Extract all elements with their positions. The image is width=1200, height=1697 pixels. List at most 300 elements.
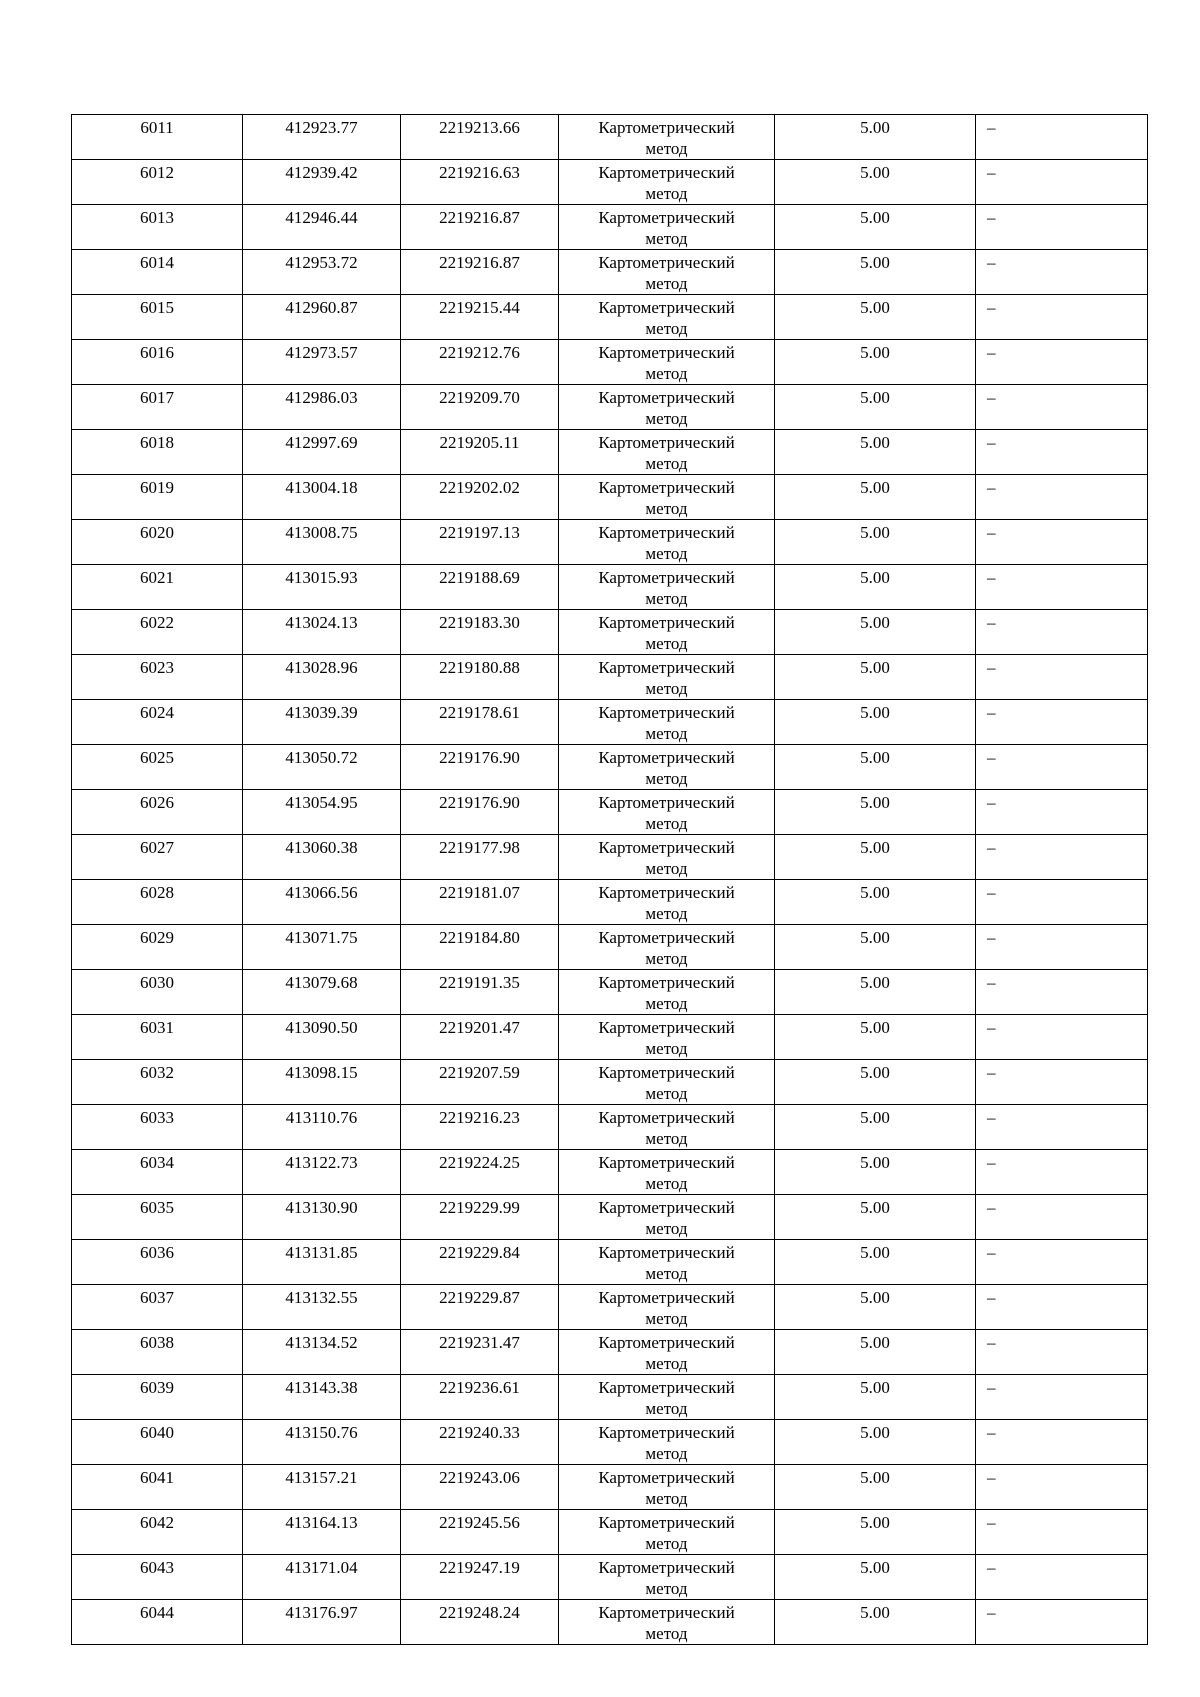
method-cell — [559, 475, 775, 520]
x-coordinate-cell: 412939.42 — [243, 160, 401, 205]
accuracy-cell: 5.00 — [775, 1285, 976, 1330]
accuracy-cell: 5.00 — [775, 1465, 976, 1510]
note-cell: – — [976, 1375, 1148, 1420]
method-cell — [559, 1375, 775, 1420]
table-row — [72, 1285, 1148, 1330]
x-coordinate-cell: 413132.55 — [243, 1285, 401, 1330]
y-coordinate-cell: 2219207.59 — [401, 1060, 559, 1105]
method-line-2: метод — [645, 1489, 688, 1508]
point-number-cell: 6029 — [72, 925, 243, 970]
method-line-1: Картометрический — [598, 793, 735, 812]
table-row — [72, 925, 1148, 970]
table-row — [72, 1555, 1148, 1600]
note-cell: – — [976, 1060, 1148, 1105]
point-number-cell: 6023 — [72, 655, 243, 700]
y-coordinate-cell: 2219183.30 — [401, 610, 559, 655]
y-coordinate-cell: 2219216.87 — [401, 250, 559, 295]
y-coordinate-cell: 2219213.66 — [401, 115, 559, 160]
table-row — [72, 1105, 1148, 1150]
y-coordinate-cell: 2219191.35 — [401, 970, 559, 1015]
method-cell — [559, 1555, 775, 1600]
method-line-1: Картометрический — [598, 1603, 735, 1622]
note-cell: – — [976, 925, 1148, 970]
method-line-1: Картометрический — [598, 163, 735, 182]
x-coordinate-cell: 413028.96 — [243, 655, 401, 700]
y-coordinate-cell: 2219177.98 — [401, 835, 559, 880]
accuracy-cell: 5.00 — [775, 1375, 976, 1420]
table-row — [72, 1465, 1148, 1510]
method-line-2: метод — [645, 499, 688, 518]
note-cell: – — [976, 1240, 1148, 1285]
method-line-2: метод — [645, 1624, 688, 1643]
point-number-cell: 6016 — [72, 340, 243, 385]
method-line-1: Картометрический — [598, 838, 735, 857]
point-number-cell: 6022 — [72, 610, 243, 655]
method-line-2: метод — [645, 724, 688, 743]
method-line-2: метод — [645, 859, 688, 878]
y-coordinate-cell: 2219176.90 — [401, 790, 559, 835]
note-cell: – — [976, 160, 1148, 205]
note-cell: – — [976, 1105, 1148, 1150]
accuracy-cell: 5.00 — [775, 700, 976, 745]
point-number-cell: 6036 — [72, 1240, 243, 1285]
note-cell: – — [976, 1510, 1148, 1555]
method-cell — [559, 880, 775, 925]
point-number-cell: 6033 — [72, 1105, 243, 1150]
method-cell — [559, 1510, 775, 1555]
table-row — [72, 835, 1148, 880]
y-coordinate-cell: 2219209.70 — [401, 385, 559, 430]
table-row — [72, 1375, 1148, 1420]
method-line-1: Картометрический — [598, 613, 735, 632]
accuracy-cell: 5.00 — [775, 475, 976, 520]
accuracy-cell: 5.00 — [775, 655, 976, 700]
method-cell — [559, 205, 775, 250]
note-cell: – — [976, 610, 1148, 655]
method-cell — [559, 1105, 775, 1150]
table-row — [72, 565, 1148, 610]
y-coordinate-cell: 2219180.88 — [401, 655, 559, 700]
table-row — [72, 610, 1148, 655]
accuracy-cell: 5.00 — [775, 1105, 976, 1150]
x-coordinate-cell: 412986.03 — [243, 385, 401, 430]
method-line-2: метод — [645, 679, 688, 698]
method-line-2: метод — [645, 634, 688, 653]
point-number-cell: 6030 — [72, 970, 243, 1015]
accuracy-cell: 5.00 — [775, 115, 976, 160]
method-line-1: Картометрический — [598, 658, 735, 677]
method-line-1: Картометрический — [598, 1108, 735, 1127]
accuracy-cell: 5.00 — [775, 385, 976, 430]
table-row — [72, 1510, 1148, 1555]
method-line-2: метод — [645, 1309, 688, 1328]
y-coordinate-cell: 2219216.23 — [401, 1105, 559, 1150]
accuracy-cell: 5.00 — [775, 565, 976, 610]
note-cell: – — [976, 1465, 1148, 1510]
x-coordinate-cell: 413066.56 — [243, 880, 401, 925]
point-number-cell: 6038 — [72, 1330, 243, 1375]
note-cell: – — [976, 1150, 1148, 1195]
accuracy-cell: 5.00 — [775, 340, 976, 385]
method-line-1: Картометрический — [598, 433, 735, 452]
accuracy-cell: 5.00 — [775, 1240, 976, 1285]
note-cell: – — [976, 700, 1148, 745]
point-number-cell: 6014 — [72, 250, 243, 295]
point-number-cell: 6011 — [72, 115, 243, 160]
method-cell — [559, 610, 775, 655]
table-row — [72, 880, 1148, 925]
method-line-1: Картометрический — [598, 973, 735, 992]
method-line-2: метод — [645, 994, 688, 1013]
point-number-cell: 6019 — [72, 475, 243, 520]
method-cell — [559, 1600, 775, 1645]
point-number-cell: 6034 — [72, 1150, 243, 1195]
x-coordinate-cell: 412923.77 — [243, 115, 401, 160]
x-coordinate-cell: 413004.18 — [243, 475, 401, 520]
point-number-cell: 6040 — [72, 1420, 243, 1465]
method-cell — [559, 1285, 775, 1330]
accuracy-cell: 5.00 — [775, 1060, 976, 1105]
accuracy-cell: 5.00 — [775, 1555, 976, 1600]
point-number-cell: 6024 — [72, 700, 243, 745]
method-line-2: метод — [645, 814, 688, 833]
point-number-cell: 6032 — [72, 1060, 243, 1105]
accuracy-cell: 5.00 — [775, 1015, 976, 1060]
method-line-1: Картометрический — [598, 1513, 735, 1532]
method-line-1: Картометрический — [598, 478, 735, 497]
note-cell: – — [976, 340, 1148, 385]
x-coordinate-cell: 413050.72 — [243, 745, 401, 790]
table-row — [72, 475, 1148, 520]
y-coordinate-cell: 2219248.24 — [401, 1600, 559, 1645]
note-cell: – — [976, 565, 1148, 610]
accuracy-cell: 5.00 — [775, 1600, 976, 1645]
y-coordinate-cell: 2219243.06 — [401, 1465, 559, 1510]
x-coordinate-cell: 412946.44 — [243, 205, 401, 250]
y-coordinate-cell: 2219240.33 — [401, 1420, 559, 1465]
table-row — [72, 655, 1148, 700]
note-cell: – — [976, 880, 1148, 925]
x-coordinate-cell: 413060.38 — [243, 835, 401, 880]
method-line-1: Картометрический — [598, 703, 735, 722]
accuracy-cell: 5.00 — [775, 160, 976, 205]
accuracy-cell: 5.00 — [775, 880, 976, 925]
method-line-2: метод — [645, 769, 688, 788]
method-line-2: метод — [645, 454, 688, 473]
method-line-1: Картометрический — [598, 1243, 735, 1262]
accuracy-cell: 5.00 — [775, 430, 976, 475]
table-row — [72, 205, 1148, 250]
note-cell: – — [976, 745, 1148, 790]
method-line-2: метод — [645, 139, 688, 158]
note-cell: – — [976, 1330, 1148, 1375]
method-line-2: метод — [645, 1444, 688, 1463]
note-cell: – — [976, 250, 1148, 295]
point-number-cell: 6021 — [72, 565, 243, 610]
point-number-cell: 6042 — [72, 1510, 243, 1555]
table-row — [72, 250, 1148, 295]
method-line-1: Картометрический — [598, 1423, 735, 1442]
point-number-cell: 6041 — [72, 1465, 243, 1510]
table-row — [72, 340, 1148, 385]
table-row — [72, 1060, 1148, 1105]
point-number-cell: 6035 — [72, 1195, 243, 1240]
point-number-cell: 6031 — [72, 1015, 243, 1060]
point-number-cell: 6013 — [72, 205, 243, 250]
method-cell — [559, 970, 775, 1015]
x-coordinate-cell: 413157.21 — [243, 1465, 401, 1510]
table-row — [72, 970, 1148, 1015]
accuracy-cell: 5.00 — [775, 1150, 976, 1195]
point-number-cell: 6025 — [72, 745, 243, 790]
y-coordinate-cell: 2219224.25 — [401, 1150, 559, 1195]
method-line-2: метод — [645, 544, 688, 563]
method-line-2: метод — [645, 1039, 688, 1058]
coordinates-table — [71, 114, 1148, 1645]
method-cell — [559, 1015, 775, 1060]
method-line-1: Картометрический — [598, 523, 735, 542]
y-coordinate-cell: 2219184.80 — [401, 925, 559, 970]
method-cell — [559, 1060, 775, 1105]
method-line-2: метод — [645, 1084, 688, 1103]
table-row — [72, 430, 1148, 475]
method-line-2: метод — [645, 409, 688, 428]
y-coordinate-cell: 2219231.47 — [401, 1330, 559, 1375]
method-line-1: Картометрический — [598, 928, 735, 947]
method-line-1: Картометрический — [598, 208, 735, 227]
method-line-1: Картометрический — [598, 748, 735, 767]
y-coordinate-cell: 2219202.02 — [401, 475, 559, 520]
method-line-2: метод — [645, 229, 688, 248]
x-coordinate-cell: 413171.04 — [243, 1555, 401, 1600]
accuracy-cell: 5.00 — [775, 250, 976, 295]
y-coordinate-cell: 2219245.56 — [401, 1510, 559, 1555]
accuracy-cell: 5.00 — [775, 1420, 976, 1465]
note-cell: – — [976, 520, 1148, 565]
method-line-1: Картометрический — [598, 1153, 735, 1172]
method-cell — [559, 1420, 775, 1465]
y-coordinate-cell: 2219205.11 — [401, 430, 559, 475]
y-coordinate-cell: 2219176.90 — [401, 745, 559, 790]
method-line-1: Картометрический — [598, 298, 735, 317]
x-coordinate-cell: 413134.52 — [243, 1330, 401, 1375]
method-line-1: Картометрический — [598, 1063, 735, 1082]
table-row — [72, 295, 1148, 340]
method-line-1: Картометрический — [598, 1198, 735, 1217]
method-line-1: Картометрический — [598, 568, 735, 587]
table-row — [72, 700, 1148, 745]
method-line-2: метод — [645, 1579, 688, 1598]
table-row — [72, 1420, 1148, 1465]
y-coordinate-cell: 2219181.07 — [401, 880, 559, 925]
y-coordinate-cell: 2219229.87 — [401, 1285, 559, 1330]
table-body — [72, 115, 1148, 1645]
table-row — [72, 1015, 1148, 1060]
x-coordinate-cell: 412960.87 — [243, 295, 401, 340]
method-line-2: метод — [645, 589, 688, 608]
note-cell: – — [976, 1420, 1148, 1465]
method-line-2: метод — [645, 274, 688, 293]
method-line-1: Картометрический — [598, 1018, 735, 1037]
table-row — [72, 1330, 1148, 1375]
x-coordinate-cell: 413143.38 — [243, 1375, 401, 1420]
y-coordinate-cell: 2219216.63 — [401, 160, 559, 205]
note-cell: – — [976, 205, 1148, 250]
y-coordinate-cell: 2219247.19 — [401, 1555, 559, 1600]
point-number-cell: 6028 — [72, 880, 243, 925]
method-cell — [559, 340, 775, 385]
x-coordinate-cell: 413054.95 — [243, 790, 401, 835]
method-line-1: Картометрический — [598, 1558, 735, 1577]
accuracy-cell: 5.00 — [775, 610, 976, 655]
note-cell: – — [976, 835, 1148, 880]
accuracy-cell: 5.00 — [775, 205, 976, 250]
note-cell: – — [976, 295, 1148, 340]
y-coordinate-cell: 2219229.84 — [401, 1240, 559, 1285]
x-coordinate-cell: 413039.39 — [243, 700, 401, 745]
x-coordinate-cell: 413079.68 — [243, 970, 401, 1015]
method-cell — [559, 790, 775, 835]
y-coordinate-cell: 2219229.99 — [401, 1195, 559, 1240]
x-coordinate-cell: 413024.13 — [243, 610, 401, 655]
method-line-2: метод — [645, 1264, 688, 1283]
method-line-2: метод — [645, 1174, 688, 1193]
point-number-cell: 6037 — [72, 1285, 243, 1330]
note-cell: – — [976, 115, 1148, 160]
x-coordinate-cell: 413110.76 — [243, 1105, 401, 1150]
x-coordinate-cell: 413122.73 — [243, 1150, 401, 1195]
accuracy-cell: 5.00 — [775, 1330, 976, 1375]
note-cell: – — [976, 1195, 1148, 1240]
method-cell — [559, 1330, 775, 1375]
x-coordinate-cell: 413008.75 — [243, 520, 401, 565]
method-line-2: метод — [645, 1399, 688, 1418]
method-cell — [559, 925, 775, 970]
method-line-1: Картометрический — [598, 343, 735, 362]
table-row — [72, 160, 1148, 205]
y-coordinate-cell: 2219201.47 — [401, 1015, 559, 1060]
point-number-cell: 6044 — [72, 1600, 243, 1645]
method-cell — [559, 1240, 775, 1285]
note-cell: – — [976, 475, 1148, 520]
point-number-cell: 6015 — [72, 295, 243, 340]
accuracy-cell: 5.00 — [775, 1510, 976, 1555]
method-cell — [559, 835, 775, 880]
method-cell — [559, 385, 775, 430]
method-line-1: Картометрический — [598, 118, 735, 137]
method-line-1: Картометрический — [598, 1468, 735, 1487]
method-line-1: Картометрический — [598, 1378, 735, 1397]
x-coordinate-cell: 412953.72 — [243, 250, 401, 295]
x-coordinate-cell: 413131.85 — [243, 1240, 401, 1285]
y-coordinate-cell: 2219178.61 — [401, 700, 559, 745]
point-number-cell: 6017 — [72, 385, 243, 430]
point-number-cell: 6039 — [72, 1375, 243, 1420]
accuracy-cell: 5.00 — [775, 925, 976, 970]
x-coordinate-cell: 413164.13 — [243, 1510, 401, 1555]
table-row — [72, 385, 1148, 430]
note-cell: – — [976, 790, 1148, 835]
method-cell — [559, 745, 775, 790]
method-line-2: метод — [645, 1129, 688, 1148]
note-cell: – — [976, 1600, 1148, 1645]
y-coordinate-cell: 2219212.76 — [401, 340, 559, 385]
method-line-2: метод — [645, 1534, 688, 1553]
method-line-2: метод — [645, 904, 688, 923]
table-row — [72, 790, 1148, 835]
note-cell: – — [976, 430, 1148, 475]
method-cell — [559, 250, 775, 295]
note-cell: – — [976, 385, 1148, 430]
x-coordinate-cell: 413176.97 — [243, 1600, 401, 1645]
x-coordinate-cell: 413090.50 — [243, 1015, 401, 1060]
note-cell: – — [976, 1015, 1148, 1060]
method-cell — [559, 115, 775, 160]
method-cell — [559, 1195, 775, 1240]
method-cell — [559, 565, 775, 610]
point-number-cell: 6043 — [72, 1555, 243, 1600]
method-cell — [559, 1150, 775, 1195]
accuracy-cell: 5.00 — [775, 745, 976, 790]
accuracy-cell: 5.00 — [775, 790, 976, 835]
point-number-cell: 6027 — [72, 835, 243, 880]
y-coordinate-cell: 2219197.13 — [401, 520, 559, 565]
method-line-2: метод — [645, 949, 688, 968]
table-row — [72, 520, 1148, 565]
method-line-2: метод — [645, 364, 688, 383]
method-cell — [559, 1465, 775, 1510]
note-cell: – — [976, 655, 1148, 700]
method-line-2: метод — [645, 1354, 688, 1373]
y-coordinate-cell: 2219216.87 — [401, 205, 559, 250]
accuracy-cell: 5.00 — [775, 1195, 976, 1240]
method-line-2: метод — [645, 1219, 688, 1238]
method-line-1: Картометрический — [598, 883, 735, 902]
method-cell — [559, 700, 775, 745]
method-cell — [559, 160, 775, 205]
accuracy-cell: 5.00 — [775, 970, 976, 1015]
method-line-1: Картометрический — [598, 1288, 735, 1307]
method-line-1: Картометрический — [598, 1333, 735, 1352]
accuracy-cell: 5.00 — [775, 295, 976, 340]
table-row — [72, 745, 1148, 790]
x-coordinate-cell: 412997.69 — [243, 430, 401, 475]
x-coordinate-cell: 413015.93 — [243, 565, 401, 610]
method-line-1: Картометрический — [598, 253, 735, 272]
note-cell: – — [976, 1285, 1148, 1330]
accuracy-cell: 5.00 — [775, 520, 976, 565]
x-coordinate-cell: 412973.57 — [243, 340, 401, 385]
point-number-cell: 6020 — [72, 520, 243, 565]
method-line-2: метод — [645, 184, 688, 203]
table-row — [72, 1150, 1148, 1195]
table-row — [72, 1240, 1148, 1285]
table-row — [72, 115, 1148, 160]
method-cell — [559, 655, 775, 700]
table-row — [72, 1195, 1148, 1240]
y-coordinate-cell: 2219188.69 — [401, 565, 559, 610]
y-coordinate-cell: 2219236.61 — [401, 1375, 559, 1420]
accuracy-cell: 5.00 — [775, 835, 976, 880]
note-cell: – — [976, 1555, 1148, 1600]
method-cell — [559, 295, 775, 340]
method-line-1: Картометрический — [598, 388, 735, 407]
y-coordinate-cell: 2219215.44 — [401, 295, 559, 340]
point-number-cell: 6012 — [72, 160, 243, 205]
method-cell — [559, 520, 775, 565]
method-line-2: метод — [645, 319, 688, 338]
table-row — [72, 1600, 1148, 1645]
